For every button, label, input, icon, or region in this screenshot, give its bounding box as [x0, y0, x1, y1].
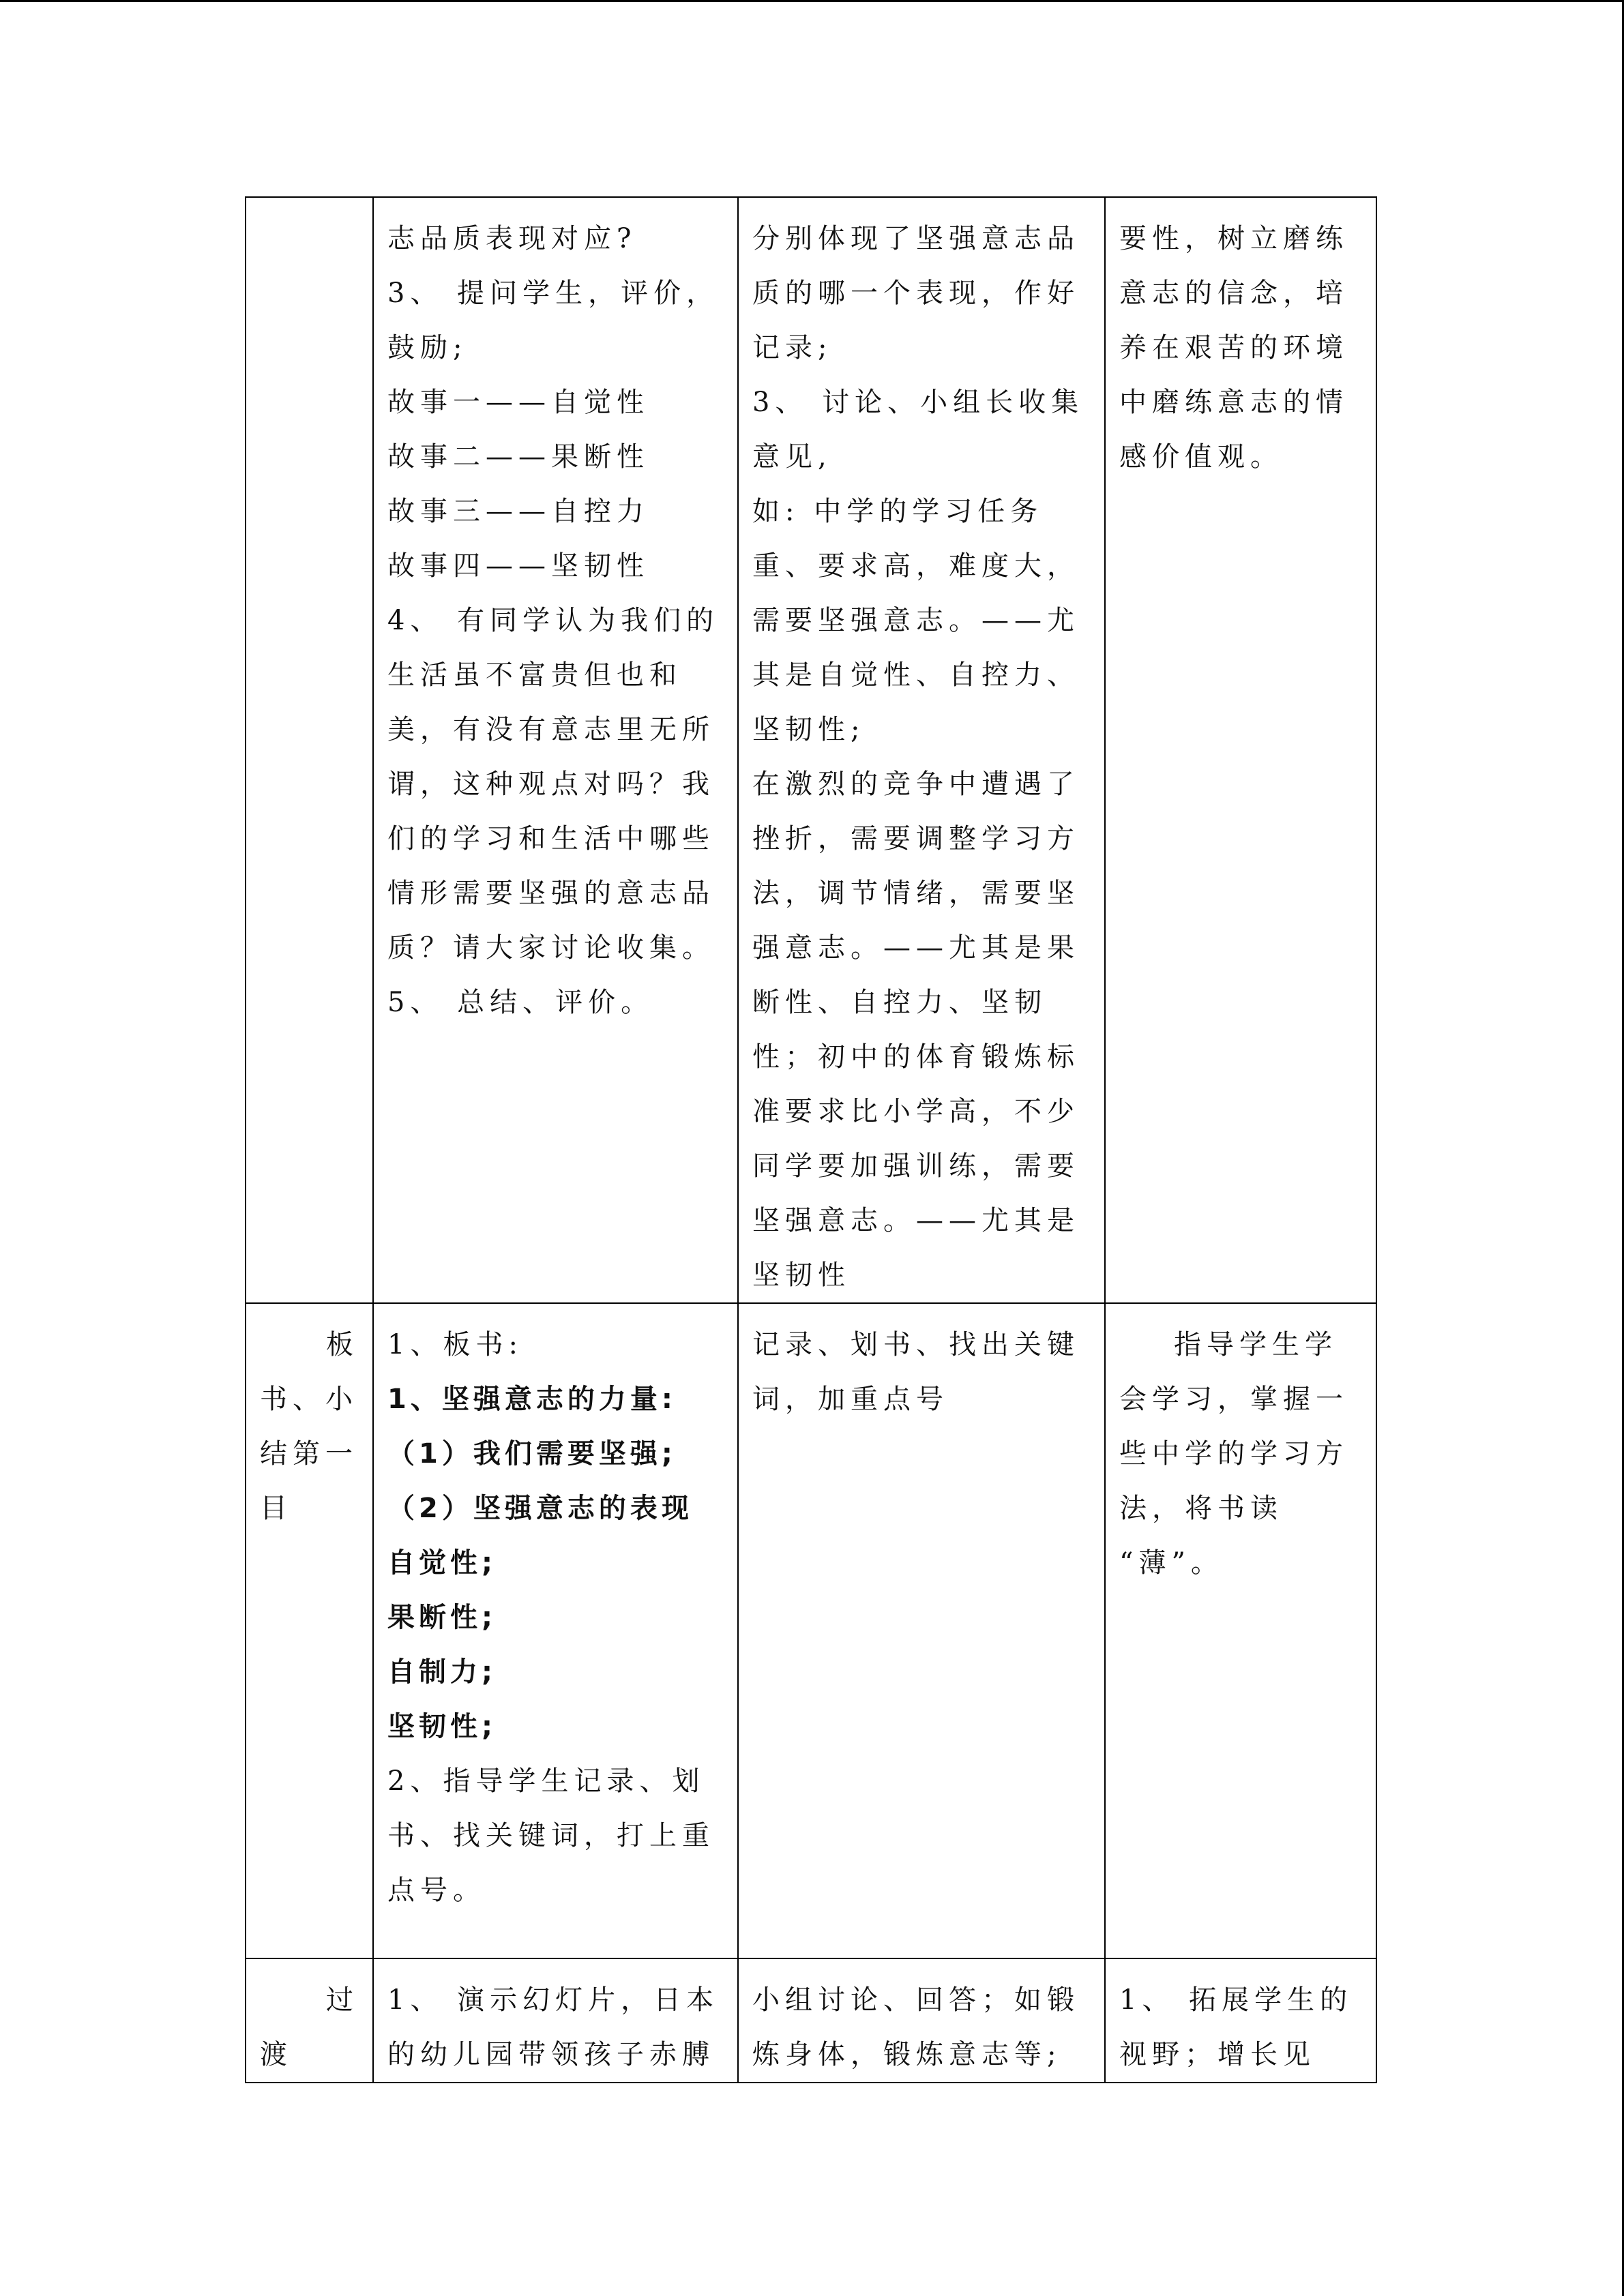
- student-activity-cell: [738, 197, 1105, 1303]
- teacher-text-line: 情形需要坚强的意志品: [387, 878, 715, 909]
- teacher-text-line: 美，有没有意志里无所: [387, 714, 715, 745]
- table-row: [246, 197, 1376, 1303]
- student-text-line: 意见,: [752, 441, 832, 473]
- student-text-line: 同学要加强训练，需要: [752, 1150, 1080, 1182]
- teacher-text-line: 们的学习和生活中哪些: [387, 823, 715, 854]
- student-text-line: 坚韧性;: [752, 714, 866, 745]
- student-text-line: 质的哪一个表现，作好: [752, 278, 1080, 309]
- intent-text-line: 会学习，掌握一: [1119, 1384, 1348, 1415]
- teacher-text-line: 坚韧性;: [387, 1711, 497, 1742]
- student-text-line: 挫折，需要调整学习方: [752, 823, 1080, 854]
- intent-text-line: 养在艰苦的环境: [1119, 332, 1348, 363]
- intent-text-line: 中磨练意志的情: [1119, 387, 1348, 418]
- teacher-text-line: （1）我们需要坚强;: [387, 1438, 677, 1470]
- student-text-line: 词，加重点号: [752, 1384, 949, 1415]
- teacher-text-line: （2）坚强意志的表现: [387, 1493, 693, 1524]
- student-text-line: 准要求比小学高，不少: [752, 1096, 1080, 1127]
- stage-label-cell: [246, 1958, 373, 2083]
- student-activity-cell: [738, 1958, 1105, 2083]
- student-text-line: 法，调节情绪，需要坚: [752, 878, 1080, 909]
- design-intent-cell: [1105, 1303, 1376, 1958]
- intent-text-line: 视野；增长见: [1119, 2039, 1316, 2070]
- student-text-line: 记录、划书、找出关键: [752, 1329, 1080, 1360]
- teacher-text-line: 5、 总结、评价。: [387, 987, 654, 1018]
- teacher-activity-cell: [373, 197, 738, 1303]
- intent-text-line: 意志的信念，培: [1119, 278, 1348, 309]
- teacher-text-line: 书、找关键词，打上重: [387, 1820, 715, 1851]
- student-text-line: 记录;: [752, 332, 833, 363]
- student-text-line: 3、 讨论、小组长收集: [752, 387, 1084, 418]
- teacher-text-line: 鼓励;: [387, 332, 468, 363]
- teacher-text-line: 自觉性;: [387, 1547, 497, 1579]
- design-intent-cell: [1105, 197, 1376, 1303]
- student-text-line: 其是自觉性、自控力、: [752, 659, 1080, 691]
- student-text-line: 性；初中的体育锻炼标: [752, 1041, 1080, 1073]
- teacher-text-line: 生活虽不富贵但也和: [387, 659, 682, 691]
- student-text-line: 小组讨论、回答；如锻: [752, 1984, 1080, 2016]
- teacher-text-line: 2、指导学生记录、划: [387, 1765, 705, 1797]
- teacher-text-line: 4、 有同学认为我们的: [387, 605, 720, 636]
- student-text-line: 坚强意志。——尤其是: [752, 1205, 1080, 1236]
- label-text-line: 渡: [260, 2039, 293, 2070]
- label-text-line: 目: [260, 1493, 293, 1524]
- teacher-text-line: 自制力;: [387, 1656, 497, 1688]
- student-text-line: 坚韧性: [752, 1259, 851, 1291]
- teacher-text-line: 果断性;: [387, 1602, 497, 1633]
- design-intent-cell: [1105, 1958, 1376, 2083]
- intent-text-line: 要性，树立磨练: [1119, 223, 1348, 254]
- stage-label-cell: [246, 197, 373, 1303]
- teacher-text-line: 1、 演示幻灯片，日本: [387, 1984, 720, 2016]
- student-text-line: 分别体现了坚强意志品: [752, 223, 1080, 254]
- label-text-line: 书、小: [260, 1384, 358, 1415]
- table-row: [246, 1303, 1376, 1958]
- student-text-line: 炼身体，锻炼意志等;: [752, 2039, 1062, 2070]
- teacher-text-line: 3、 提问学生，评价，: [387, 278, 720, 309]
- stage-label-cell: [246, 1303, 373, 1958]
- student-text-line: 断性、自控力、坚韧: [752, 987, 1047, 1018]
- intent-text-line: 感价值观。: [1119, 441, 1283, 473]
- student-text-line: 如: 中学的学习任务: [752, 496, 1044, 527]
- label-text-line: 过: [326, 1984, 359, 2016]
- student-text-line: 重、要求高，难度大，: [752, 550, 1080, 582]
- label-text-line: 结第一: [260, 1438, 358, 1470]
- table-row: [246, 1958, 1376, 2083]
- label-text-line: 板: [326, 1329, 359, 1360]
- teacher-text-line: 点号。: [387, 1875, 486, 1906]
- page-border-top: [0, 0, 1624, 2]
- teacher-text-line: 的幼儿园带领孩子赤膊: [387, 2039, 715, 2070]
- teacher-text-line: 故事一——自觉性: [387, 387, 649, 418]
- teacher-text-line: 志品质表现对应?: [387, 223, 637, 254]
- teacher-activity-cell: [373, 1958, 738, 2083]
- student-text-line: 强意志。——尤其是果: [752, 932, 1080, 964]
- student-text-line: 需要坚强意志。——尤: [752, 605, 1080, 636]
- student-activity-cell: [738, 1303, 1105, 1958]
- teacher-text-line: 故事三——自控力: [387, 496, 649, 527]
- intent-text-line: “薄”。: [1119, 1547, 1224, 1579]
- student-text-line: 在激烈的竞争中遭遇了: [752, 769, 1080, 800]
- lesson-plan-table: [245, 196, 1377, 2083]
- teacher-text-line: 质？请大家讨论收集。: [387, 932, 715, 964]
- intent-text-line: 1、 拓展学生的: [1119, 1984, 1353, 2016]
- teacher-text-line: 谓，这种观点对吗？我: [387, 769, 715, 800]
- teacher-text-line: 1、板书:: [387, 1329, 523, 1360]
- intent-text-line: 些中学的学习方: [1119, 1438, 1348, 1470]
- teacher-text-line: 故事四——坚韧性: [387, 550, 649, 582]
- teacher-text-line: 故事二——果断性: [387, 441, 649, 473]
- intent-text-line: 法，将书读: [1119, 1493, 1283, 1524]
- intent-text-line: 指导学生学: [1174, 1329, 1338, 1360]
- teacher-activity-cell: [373, 1303, 738, 1958]
- teacher-text-line: 1、坚强意志的力量:: [387, 1384, 677, 1415]
